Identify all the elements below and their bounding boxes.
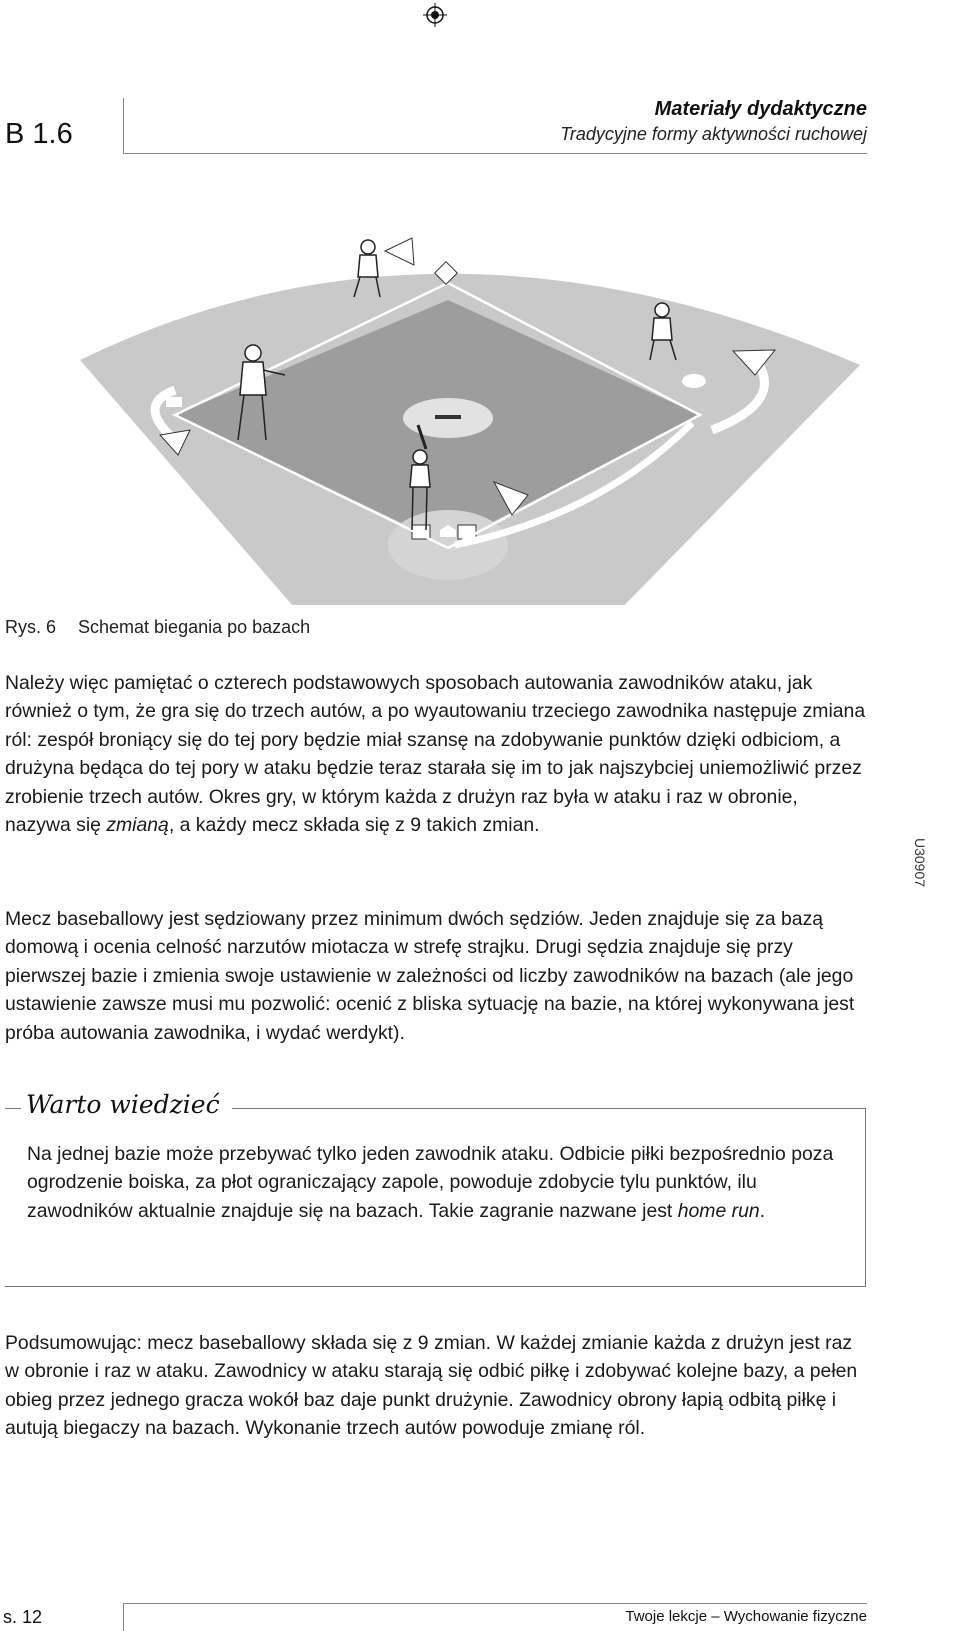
section-code: B 1.6 xyxy=(5,118,73,150)
caption-text: Schemat biegania po bazach xyxy=(78,617,311,637)
side-code: U30907 xyxy=(912,838,928,888)
paragraph-summary: Podsumowując: mecz baseballowy składa się z 9 zmian. W każdej zmianie każda z drużyn jest raz w obronie i raz w ataku. Zawodnicy w ataku starają się odbić piłkę i zdobywać kolejne bazy, a pełen obieg przez jednego gracza wokół baz daje punkt drużynie. Zawodnicy obrony łapią odbitą piłkę i autują biegaczy na bazach. Wykonanie trzech autów powoduje zmianę ról. xyxy=(5,1332,858,1440)
footer-divider-horizontal xyxy=(123,1603,867,1604)
paragraph-innings xyxy=(5,669,867,839)
infobox-title: Warto wiedzieć xyxy=(26,1090,226,1119)
paragraph-innings-emphasis: zmianą xyxy=(106,814,169,837)
header-subtitle: Tradycyjne formy aktywności ruchowej xyxy=(560,124,867,144)
home-plate-area xyxy=(388,510,508,580)
first-base xyxy=(682,374,706,388)
paragraph-innings-text-b: , a każdy mecz składa się z 9 takich zmian. xyxy=(168,814,540,837)
baseball-field-figure xyxy=(0,225,960,605)
infobox-text-a: Na jednej bazie może przebywać tylko jeden zawodnik ataku. Odbicie piłki bezpośrednio poza ogrodzenie boiska, za płot ograniczający zapole, powoduje zdobycie tylu punktów, ilu zawodników aktualnie znajduje się na bazach. Takie zagranie nazwane jest xyxy=(27,1143,834,1222)
header-divider-vertical xyxy=(123,98,124,154)
registration-mark-icon xyxy=(423,3,447,27)
infobox-top-rule-left xyxy=(5,1108,21,1109)
run-arrow-second-turn xyxy=(405,246,495,265)
figure-caption xyxy=(5,617,310,638)
paragraph-innings-text-a: Należy więc pamiętać o czterech podstawowych sposobach autowania zawodników ataku, jak również o tym, że gra się do trzech autów, a po wyautowaniu trzeciego zawodnika następuje zmiana ról: zespół broniący się do tej pory będzie miał szansę na zdobywanie punktów dzięki odbiciom, a drużyna będąca do tej pory w ataku będzie teraz starała się im to jak najszybciej uniemożliwić przez zrobienie trzech autów. Okres gry, w którym każda z drużyn raz była w ataku i raz w obronie, nazywa się xyxy=(5,672,866,837)
page-number: s. 12 xyxy=(3,1607,43,1627)
caption-number: Rys. 6 xyxy=(5,617,57,637)
footer-divider-vertical xyxy=(123,1603,124,1631)
infobox-text xyxy=(27,1140,847,1225)
header-divider-horizontal xyxy=(123,153,867,154)
header-title: Materiały dydaktyczne xyxy=(654,98,867,120)
infobox-text-b: . xyxy=(759,1199,766,1222)
third-base xyxy=(166,397,182,407)
infobox-emphasis: home run xyxy=(677,1199,760,1222)
infobox-top-rule-right xyxy=(232,1108,866,1109)
paragraph-umpires: Mecz baseballowy jest sędziowany przez minimum dwóch sędziów. Jeden znajduje się za bazą domową i ocenia celność narzutów miotacza w strefę strajku. Drugi sędzia znajduje się przy pierwszej bazie i zmienia swoje ustawienie w zależności od liczby zawodników na bazach (ale jego ustawienie zawsze musi mu pozwolić: ocenić z bliska sytuację na bazie, na której wykonywana jest próba autowania zawodnika, i wydać werdykt). xyxy=(5,908,855,1044)
footer-text: Twoje lekcje – Wychowanie fizyczne xyxy=(625,1608,867,1625)
